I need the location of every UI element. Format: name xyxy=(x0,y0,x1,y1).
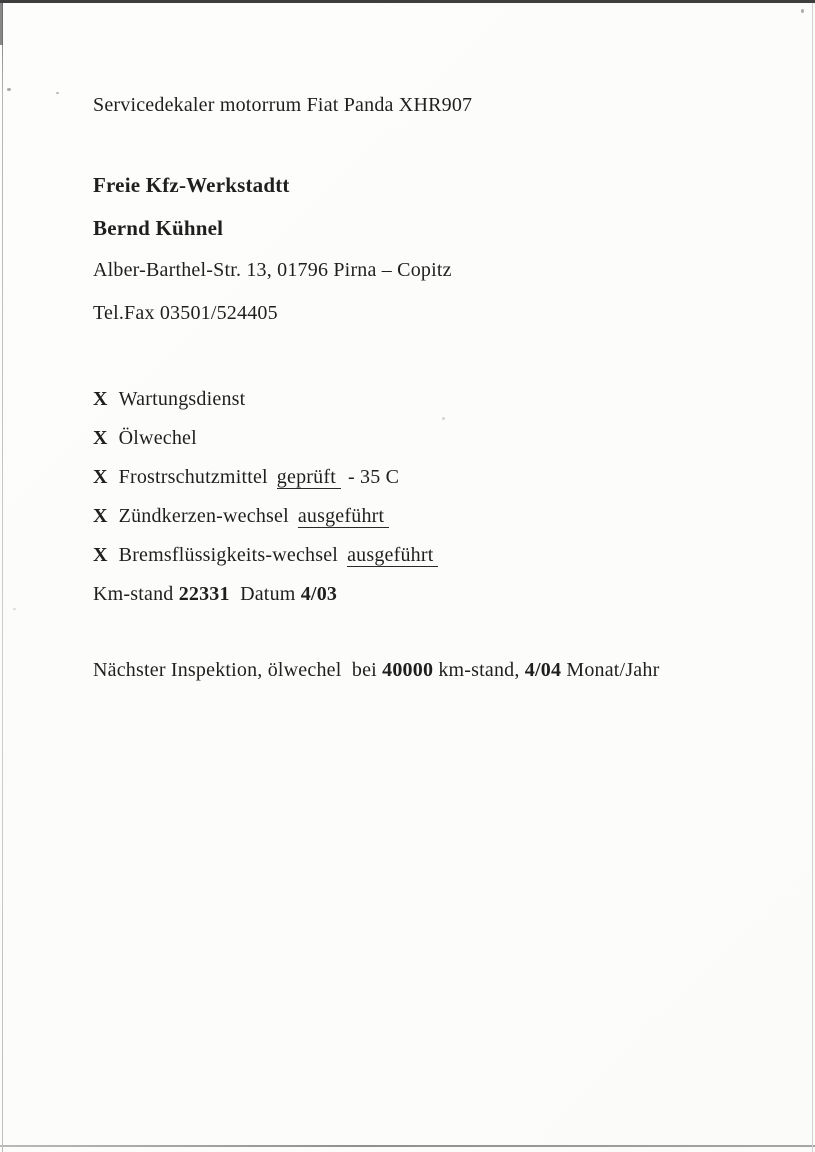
scan-edge-right xyxy=(812,3,813,1152)
checklist-label: Bremsflüssigkeits-wechsel xyxy=(118,544,339,566)
next-inspection-text: Nächster Inspektion, ölwechel bei xyxy=(93,659,383,681)
next-date-value: 4/04 xyxy=(524,659,562,681)
checklist-note: - 35 C xyxy=(347,466,400,488)
scan-speck xyxy=(56,92,59,94)
scan-speck xyxy=(801,9,804,13)
checklist-label: Ölwechel xyxy=(118,427,197,449)
scan-speck xyxy=(442,417,445,420)
km-stand-label: Km-stand xyxy=(93,583,179,605)
checklist-row-wartungsdienst xyxy=(93,386,245,412)
scan-speck xyxy=(13,608,16,610)
next-km-value: 40000 xyxy=(382,659,434,681)
checklist-row-oelwechel xyxy=(93,425,197,451)
phone-fax-line: Tel.Fax 03501/524405 xyxy=(93,302,278,324)
checkbox-x-mark: X xyxy=(93,505,108,527)
checklist-label: Frostrschutzmittel xyxy=(118,466,268,488)
km-stand-value: 22331 xyxy=(178,583,230,605)
address-line: Alber-Barthel-Str. 13, 01796 Pirna – Copitz xyxy=(93,259,452,281)
checklist-status-underlined: ausgeführt xyxy=(298,505,389,528)
checklist-row-zuendkerzen xyxy=(93,503,389,529)
workshop-name: Freie Kfz-Werkstadtt xyxy=(93,173,290,197)
next-inspection-text: km-stand, xyxy=(433,659,525,681)
owner-name: Bernd Kühnel xyxy=(93,216,224,240)
next-inspection-line xyxy=(93,657,659,683)
checkbox-x-mark: X xyxy=(93,544,108,566)
scan-corner-mark xyxy=(0,3,3,45)
checklist-status-underlined: ausgeführt xyxy=(347,544,438,567)
scan-edge-bottom xyxy=(0,1145,815,1147)
checklist-row-bremsfluessigkeit xyxy=(93,542,438,568)
datum-value: 4/03 xyxy=(300,583,338,605)
next-inspection-text: Monat/Jahr xyxy=(561,659,660,681)
checklist-label: Wartungsdienst xyxy=(118,388,246,410)
document-title-line: Servicedekaler motorrum Fiat Panda XHR907 xyxy=(93,94,473,116)
scan-speck xyxy=(7,88,11,91)
datum-label: Datum xyxy=(229,583,301,605)
checkbox-x-mark: X xyxy=(93,388,108,410)
checkbox-x-mark: X xyxy=(93,427,108,449)
km-stand-line xyxy=(93,581,337,607)
scan-edge-left xyxy=(2,3,3,1152)
checklist-row-frostschutzmittel xyxy=(93,464,399,490)
scan-edge-top xyxy=(0,0,815,3)
checkbox-x-mark: X xyxy=(93,466,108,488)
checklist-status-underlined: geprüft xyxy=(277,466,341,489)
checklist-label: Zündkerzen-wechsel xyxy=(118,505,289,527)
